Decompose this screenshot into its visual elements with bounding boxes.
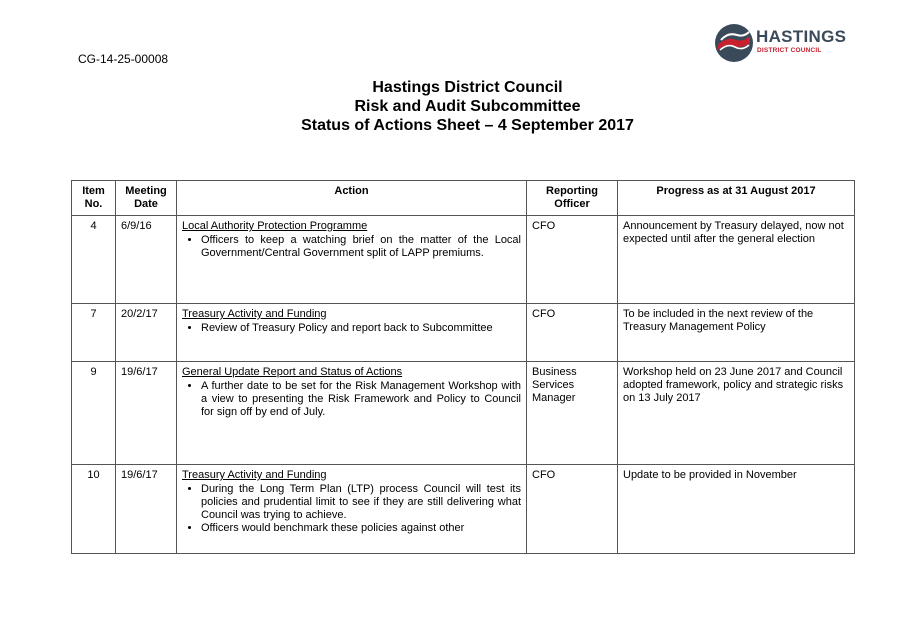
meeting-date: 20/2/17 [116,304,177,362]
action-title: General Update Report and Status of Actions [182,366,403,378]
reporting-officer: Business Services Manager [527,362,618,465]
meeting-date: 6/9/16 [116,216,177,304]
reporting-officer: CFO [527,465,618,554]
actions-table [71,180,855,554]
meeting-date: 19/6/17 [116,465,177,554]
action-bullet: • A further date to be set for the Risk Management Workshop with a view to presenting the Risk Framework and Policy to Council for sign off by end of July. [201,380,521,419]
document-heading [0,78,902,135]
meeting-date: 19/6/17 [116,362,177,465]
action-title: Treasury Activity and Funding [182,308,327,320]
reporting-officer: CFO [527,304,618,362]
item-number: 4 [72,216,116,304]
action-bullet: • During the Long Term Plan (LTP) process Council will test its policies and prudential limit to see if they are still delivering what Council was trying to achieve. [201,483,521,522]
heading-line-1: Hastings District Council [372,79,563,96]
progress-note: Announcement by Treasury delayed, now not expected until after the general election [618,216,855,304]
table-row [72,304,855,362]
header-meeting-date: Meeting Date [116,181,177,216]
action-bullet: • Officers would benchmark these policies against other [201,522,521,535]
action-title: Treasury Activity and Funding [182,469,327,481]
document-reference: CG-14-25-00008 [78,52,169,66]
action-bullet: • Officers to keep a watching brief on the matter of the Local Government/Central Government split of LAPP premiums. [201,234,521,260]
progress-note: To be included in the next review of the Treasury Management Policy [618,304,855,362]
header-action: Action [177,181,527,216]
heading-line-2: Risk and Audit Subcommittee [354,98,581,115]
header-reporting-officer: Reporting Officer [527,181,618,216]
hastings-logo [714,22,854,64]
table-row [72,465,855,554]
table-header-row [72,181,855,216]
table-row [72,216,855,304]
council-emblem-icon [714,23,754,63]
header-progress: Progress as at 31 August 2017 [618,181,855,216]
action-cell [177,362,527,465]
action-title: Local Authority Protection Programme [182,220,368,232]
action-cell [177,216,527,304]
reporting-officer: CFO [527,216,618,304]
progress-note: Update to be provided in November [618,465,855,554]
action-bullet: • Review of Treasury Policy and report back to Subcommittee [201,322,521,335]
action-cell [177,465,527,554]
logo-title: HASTINGS [756,27,847,46]
item-number: 9 [72,362,116,465]
table-row [72,362,855,465]
action-cell [177,304,527,362]
heading-line-3: Status of Actions Sheet – 4 September 2017 [301,117,634,134]
item-number: 10 [72,465,116,554]
logo-subtitle: DISTRICT COUNCIL [757,47,822,54]
item-number: 7 [72,304,116,362]
header-item-no: Item No. [72,181,116,216]
progress-note: Workshop held on 23 June 2017 and Council adopted framework, policy and strategic risks on 13 July 2017 [618,362,855,465]
